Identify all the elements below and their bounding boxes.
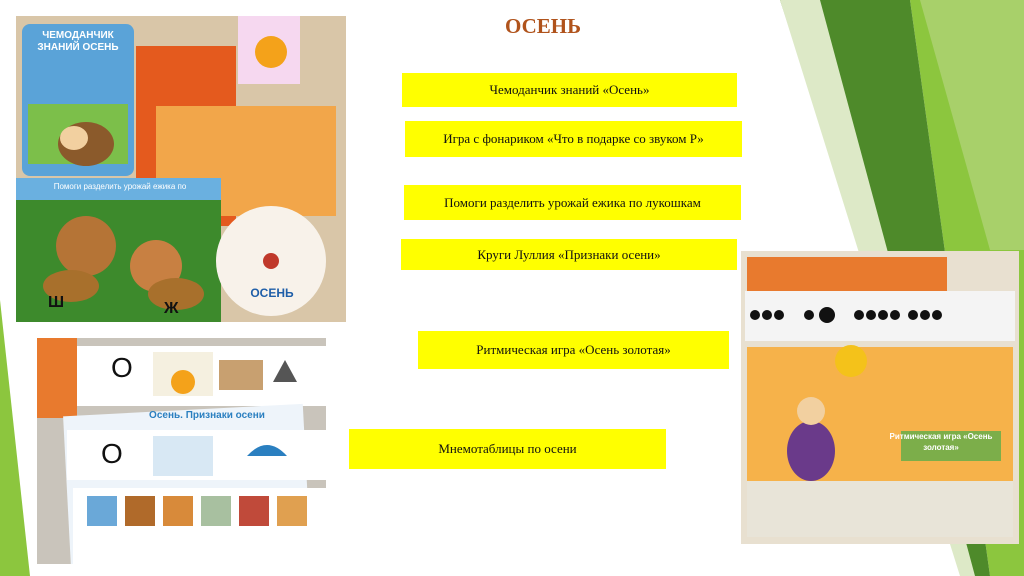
mnemo-letter-o-2: О xyxy=(101,438,123,469)
wheel-label: ОСЕНЬ xyxy=(250,286,294,300)
letter-zh: Ж xyxy=(164,300,179,317)
mnemo-card-heading: Осень. Признаки осени xyxy=(149,410,265,421)
board-caption-text: Помоги разделить урожай ежика по xyxy=(53,182,187,191)
label-suitcase: Чемоданчик знаний «Осень» xyxy=(402,73,737,107)
photo-rhythm-game-image xyxy=(741,251,1019,544)
label-lull-circles: Круги Луллия «Признаки осени» xyxy=(401,239,737,270)
label-mnemotables: Мнемотаблицы по осени xyxy=(349,429,666,469)
photo-mnemotables-image xyxy=(37,338,326,564)
label-hedgehog-harvest: Помоги разделить урожай ежика по лукошкам xyxy=(404,185,741,220)
label-rhythm-game: Ритмическая игра «Осень золотая» xyxy=(418,331,729,369)
photo-rhythm-game xyxy=(741,251,1019,544)
photo-suitcase xyxy=(16,16,346,322)
photo-suitcase-image xyxy=(16,16,346,322)
slide-title: ОСЕНЬ xyxy=(505,14,581,38)
label-flashlight-game: Игра с фонариком «Что в подарке со звуком Р» xyxy=(405,121,742,157)
mnemo-letter-o: О xyxy=(111,352,133,383)
green-decoration-left xyxy=(0,300,40,576)
letter-sh: Ш xyxy=(48,294,65,311)
suitcase-title-text: ЧЕМОДАНЧИК ЗНАНИЙ ОСЕНЬ xyxy=(37,30,119,53)
photo-mnemotables xyxy=(37,338,326,564)
rhythm-game-title: Ритмическая игра «Осень золотая» xyxy=(889,432,993,452)
